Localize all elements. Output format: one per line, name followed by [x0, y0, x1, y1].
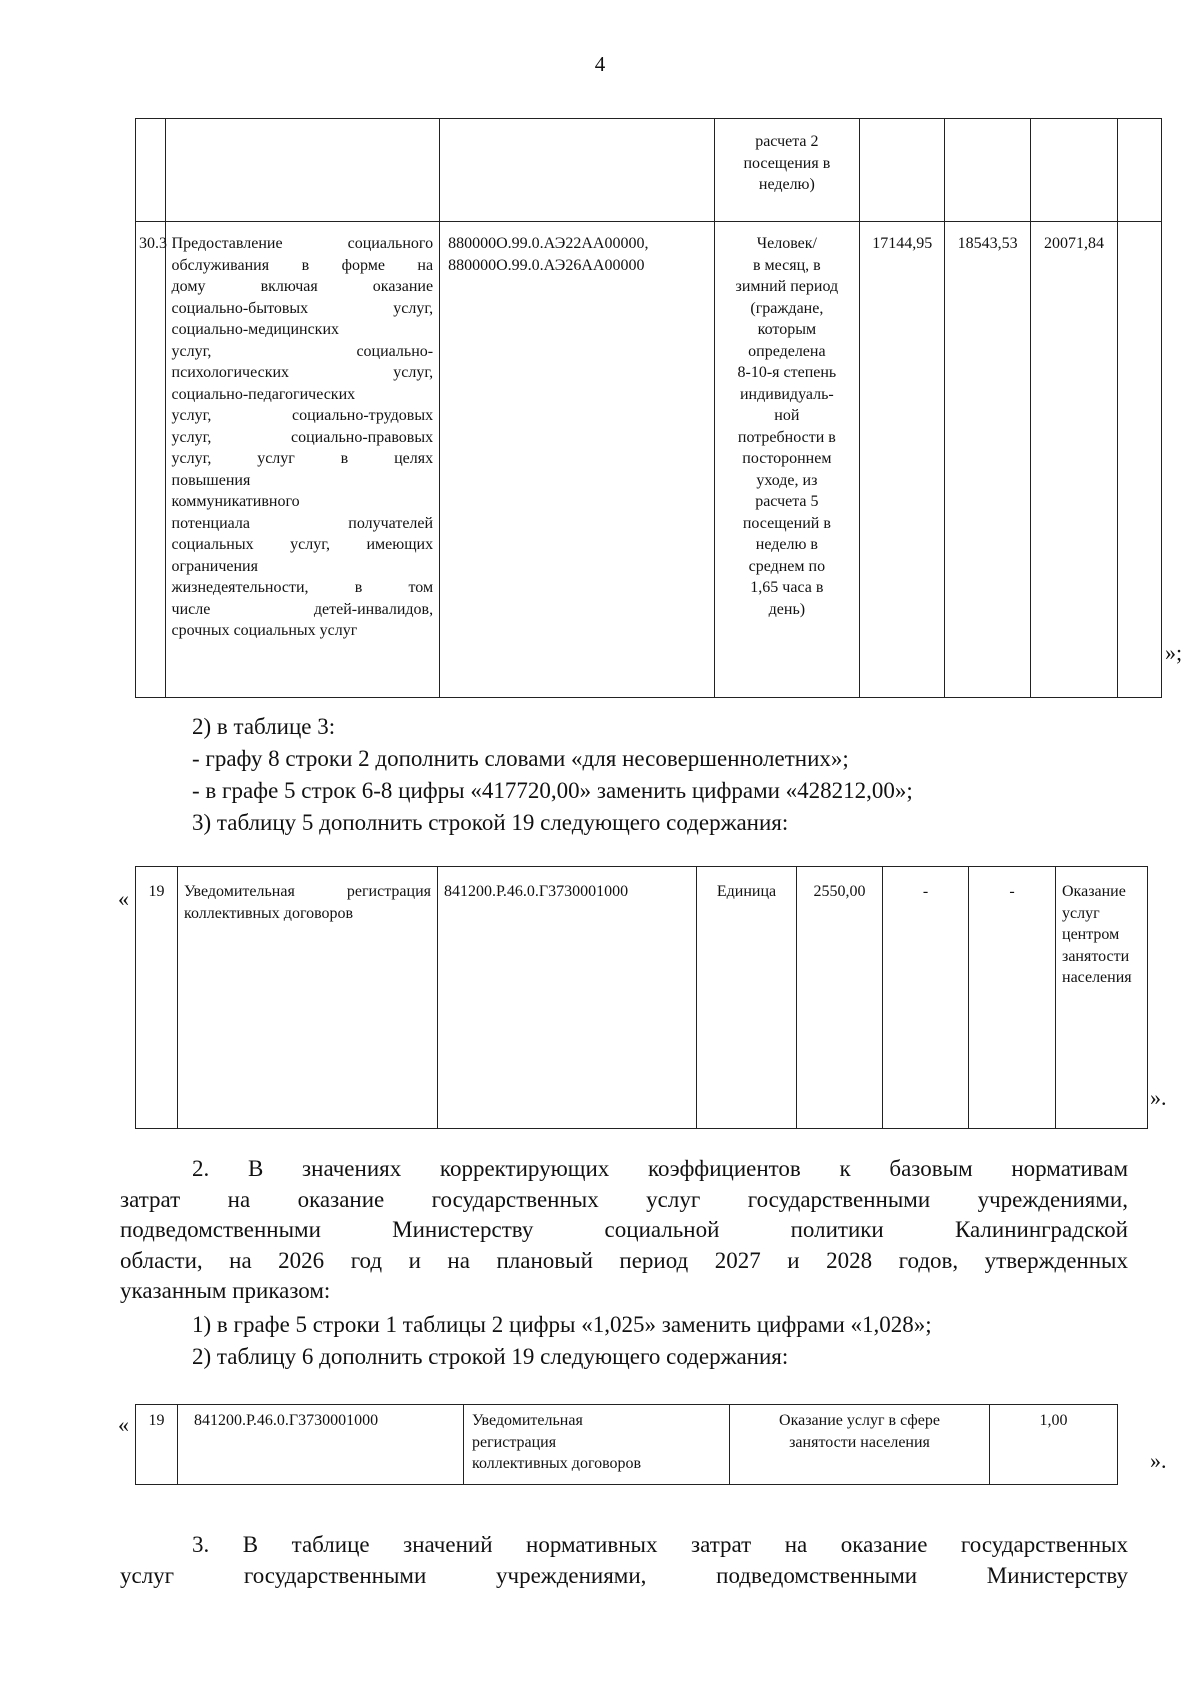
table-row	[136, 119, 1162, 222]
unit-cell: Человек/ в месяц, в зимний период (граждане, которым определена 8-10-я степень индивидуаль- ной потребности в постороннем уходе, из расчета 5 посещений в неделю в среднем по 1,65 часа в день)	[714, 222, 859, 698]
close-quote: »;	[1165, 640, 1183, 665]
amendment-line: - графу 8 строки 2 дополнить словами «для несовершеннолетних»;	[192, 746, 849, 771]
open-quote: «	[118, 886, 129, 911]
dash-cell: -	[883, 867, 969, 1129]
service-code: 841200.Р.46.0.Г3730001000	[438, 867, 697, 1129]
amendment-line: - в графе 5 строк 6-8 цифры «417720,00» заменить цифрами «428212,00»;	[192, 778, 913, 803]
amendment-line: 2) таблицу 6 дополнить строкой 19 следующего содержания:	[192, 1344, 789, 1369]
amendment-line: 1) в графе 5 строки 1 таблицы 2 цифры «1,025» заменить цифрами «1,028»;	[192, 1312, 932, 1337]
row-number: 19	[136, 867, 178, 1129]
value-2028: 20071,84	[1030, 222, 1118, 698]
table-5-row-19	[135, 866, 1148, 1129]
table-row	[136, 222, 1162, 698]
close-quote: ».	[1150, 1448, 1167, 1473]
table-continuation	[135, 118, 1162, 698]
value-cell: 2550,00	[797, 867, 883, 1129]
page-number: 4	[594, 52, 606, 76]
note-cell: Оказание услуг центром занятости населения	[1056, 867, 1148, 1129]
service-code: 841200.Р.46.0.Г3730001000	[178, 1405, 464, 1485]
table-6-row-19	[135, 1404, 1148, 1485]
service-description: Уведомительная регистрация коллективных договоров	[464, 1405, 730, 1485]
row-number: 30.3	[136, 222, 166, 698]
amendment-line: 2) в таблице 3:	[192, 714, 336, 739]
unit-cell: Единица	[697, 867, 797, 1129]
service-description: Уведомительная регистрация коллективных договоров	[178, 867, 438, 1129]
value-2026: 17144,95	[860, 222, 945, 698]
close-quote: ».	[1150, 1085, 1167, 1110]
open-quote: «	[118, 1412, 129, 1437]
service-description: Предоставление социального обслуживания в форме на дому включая оказание социально-бытовых услуг, социально-медицинских услуг, социально- психологических услуг, социально-педагогических услуг, социально-трудовых услуг, социально-правовых услуг, услуг в целях повышения коммуникативного потенциала получателей социальных услуг, имеющих ограничения жизнедеятельности, в том числе детей-инвалидов, срочных социальных услуг	[165, 222, 440, 698]
amendment-line: 3) таблицу 5 дополнить строкой 19 следующего содержания:	[192, 810, 789, 835]
paragraph-2: 2. В значениях корректирующих коэффициентов к базовым нормативам затрат на оказание государственных услуг государственными учреждениями, подведомственными Министерству социальной политики Калининградской области, на 2026 год и на плановый период 2027 и 2028 годов, утвержденных указанным приказом:	[120, 1156, 1128, 1303]
service-area: Оказание услуг в сфере занятости населения	[730, 1405, 990, 1485]
row-number: 19	[136, 1405, 178, 1485]
service-codes: 880000О.99.0.АЭ22АА00000, 880000О.99.0.АЭ26АА00000	[440, 222, 715, 698]
table-row	[136, 1405, 1148, 1485]
coefficient-cell: 1,00	[990, 1405, 1118, 1485]
table-row	[136, 867, 1148, 1129]
paragraph-3: 3. В таблице значений нормативных затрат на оказание государственных услуг государственными учреждениями, подведомственными Министерству	[120, 1532, 1128, 1588]
value-2027: 18543,53	[945, 222, 1030, 698]
unit-cell: расчета 2 посещения в неделю)	[714, 119, 859, 222]
dash-cell: -	[969, 867, 1056, 1129]
